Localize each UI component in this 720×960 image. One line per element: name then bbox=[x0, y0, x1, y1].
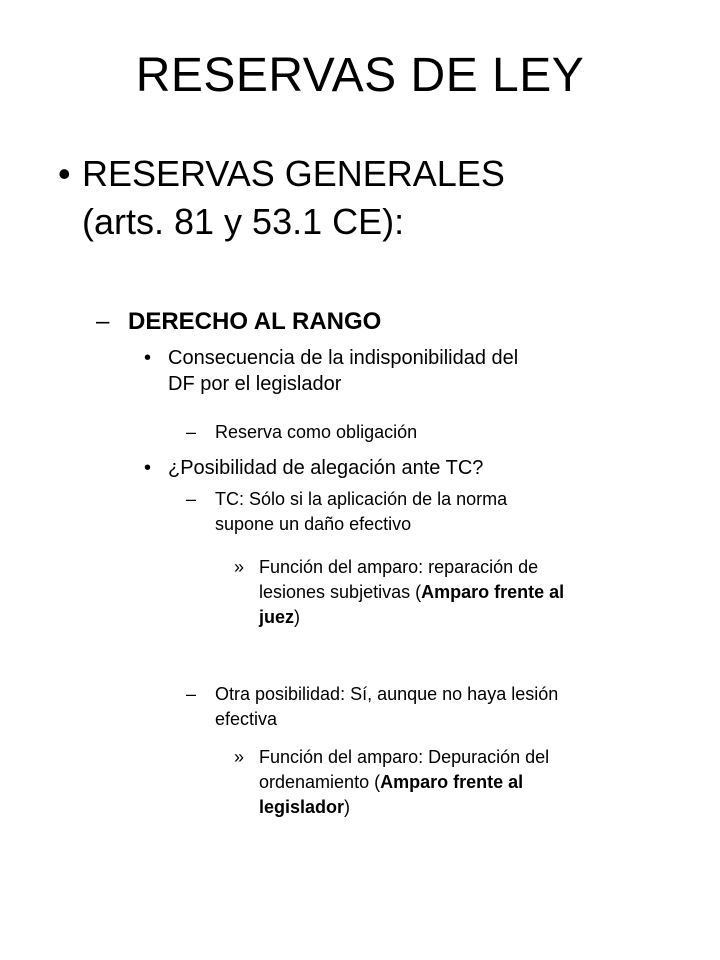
tc-line2: supone un daño efectivo bbox=[215, 514, 412, 534]
bullet-dash: – bbox=[96, 308, 110, 335]
consecuencia-line1: Consecuencia de la indisponibilidad del bbox=[168, 347, 519, 369]
funcion1-line2-text: lesiones subjetivas ( bbox=[259, 582, 422, 602]
reserva-text: Reserva como obligación bbox=[215, 422, 418, 442]
bullet-dot: • bbox=[144, 457, 152, 479]
funcion2-line3-text: ) bbox=[344, 797, 351, 817]
slide-title: RESERVAS DE LEY bbox=[135, 49, 585, 102]
funcion1-line2-bold: Amparo frente al bbox=[421, 582, 565, 602]
consecuencia-line2: DF por el legislador bbox=[168, 373, 342, 395]
funcion2-line1: Función del amparo: Depuración del bbox=[259, 747, 550, 767]
tc-line1: TC: Sólo si la aplicación de la norma bbox=[215, 489, 508, 509]
posibilidad-text: ¿Posibilidad de alegación ante TC? bbox=[168, 457, 484, 479]
bullet-dot: • bbox=[58, 153, 71, 194]
otra-line2: efectiva bbox=[215, 709, 278, 729]
funcion2-line3 bbox=[259, 795, 704, 820]
funcion1-line3-text: ) bbox=[294, 607, 301, 627]
bullet-dash: – bbox=[186, 489, 197, 509]
derecho-al-rango-text: DERECHO AL RANGO bbox=[128, 308, 382, 335]
bullet-guillemet: » bbox=[234, 557, 245, 577]
funcion2-line2-text: ordenamiento ( bbox=[259, 772, 381, 792]
funcion1-line2 bbox=[259, 580, 704, 605]
bullet-dot: • bbox=[144, 347, 152, 369]
funcion1-line3 bbox=[259, 605, 704, 630]
funcion2-line2-bold: Amparo frente al bbox=[380, 772, 524, 792]
funcion1-line3-bold: juez bbox=[259, 607, 295, 627]
bullet-dash: – bbox=[186, 684, 197, 704]
funcion1-line1: Función del amparo: reparación de bbox=[259, 557, 539, 577]
funcion2-line2 bbox=[259, 770, 704, 795]
bullet-guillemet: » bbox=[234, 747, 245, 767]
bullet-dash: – bbox=[186, 422, 197, 442]
funcion2-line3-bold: legislador bbox=[259, 797, 345, 817]
otra-line1: Otra posibilidad: Sí, aunque no haya lesión bbox=[215, 684, 559, 704]
reservas-generales-line1: RESERVAS GENERALES bbox=[82, 153, 505, 194]
reservas-generales-line2: (arts. 81 y 53.1 CE): bbox=[82, 201, 405, 242]
